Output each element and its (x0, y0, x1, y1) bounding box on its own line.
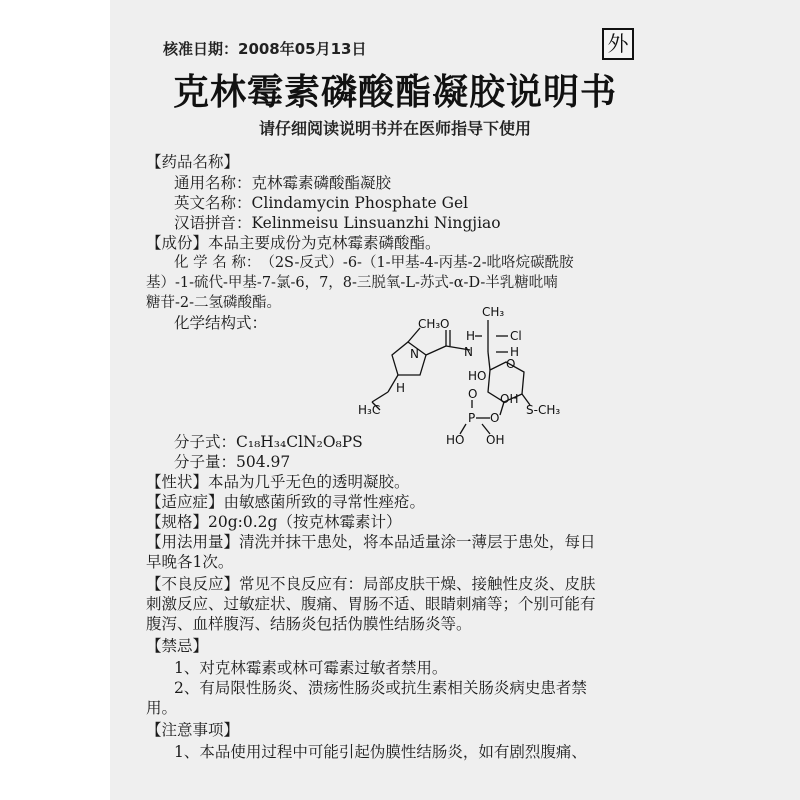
precaution-item-1: 1、本品使用过程中可能引起伪膜性结肠炎，如有剧烈腹痛、 (174, 743, 587, 761)
pinyin-name: 汉语拼音：Kelinmeisu Linsuanzhi Ningjiao (174, 214, 501, 232)
indications-line (146, 492, 425, 512)
ch3-top-label: CH₃ (482, 305, 505, 319)
composition-heading: 【成份】 (146, 234, 209, 252)
pyrrolidine-n-label: N (410, 347, 419, 361)
phosphate-o-label: O (490, 411, 500, 425)
contraindications-heading: 【禁忌】 (146, 637, 209, 655)
structure-label: 化学结构式： (174, 314, 268, 332)
document-title: 克林霉素磷酸酯凝胶说明书 (172, 72, 617, 113)
document-subtitle: 请仔细阅读说明书并在医师指导下使用 (258, 119, 531, 138)
specification-heading: 【规格】 (146, 513, 209, 531)
phosphorus-label: P (468, 411, 476, 425)
indications-text: 由敏感菌所致的寻常性痤疮。 (223, 493, 426, 511)
contraindication-item-1: 1、对克林霉素或林可霉素过敏者禁用。 (174, 659, 448, 677)
propyl-label: H₃C (358, 403, 381, 417)
adverse-heading: 【不良反应】 (146, 575, 240, 593)
english-name: 英文名称：Clindamycin Phosphate Gel (174, 194, 469, 212)
s-methyl-label: S-CH₃ (526, 403, 561, 417)
chemical-name-line-2: 基）-1-硫代-甲基-7-氯-6，7，8-三脱氧-L-苏式-α-D-半乳糖吡喃 (146, 275, 558, 291)
molecular-formula: 分子式：C₁₈H₃₄ClN₂O₈PS (174, 433, 363, 451)
h-label-2: H (510, 345, 520, 359)
h-label-3: H (396, 381, 406, 395)
phosphate-ho-label: HO (446, 433, 465, 447)
adverse-text-1: 常见不良反应有：局部皮肤干燥、接触性皮炎、皮肤 (239, 575, 596, 593)
molecular-weight: 分子量：504.97 (174, 453, 291, 471)
external-use-badge: 外 (602, 28, 634, 60)
ring-ho-label: HO (468, 369, 487, 383)
ring-oh-label: OH (500, 392, 519, 406)
adverse-line-3: 腹泻、血样腹泻、结肠炎包括伪膜性结肠炎等。 (146, 615, 472, 633)
phosphate-double-o-label: O (468, 387, 478, 401)
ring-o-label: O (506, 357, 516, 371)
phosphate-oh-label: OH (486, 433, 505, 447)
properties-text: 本品为几乎无色的透明凝胶。 (208, 473, 410, 491)
amide-n-label: N (464, 345, 473, 359)
specification-line (146, 512, 401, 532)
dosage-line-2: 早晚各1次。 (146, 553, 234, 571)
indications-heading: 【适应症】 (146, 493, 224, 511)
composition-text: 本品主要成份为克林霉素磷酸酯。 (208, 234, 441, 252)
properties-line (146, 472, 410, 492)
drug-name-heading: 【药品名称】 (146, 153, 240, 171)
contraindication-item-2b: 用。 (146, 699, 178, 717)
contraindication-item-2a: 2、有局限性肠炎、溃疡性肠炎或抗生素相关肠炎病史患者禁 (174, 679, 587, 697)
chemical-name-line-1: 化 学 名 称： （2S-反式）-6-（1-甲基-4-丙基-2-吡咯烷碳酰胺 (174, 255, 574, 271)
chemical-structure-diagram (350, 300, 570, 450)
generic-name: 通用名称：克林霉素磷酸酯凝胶 (174, 174, 392, 192)
composition-line (146, 233, 441, 253)
carbonyl-o-label: O (440, 317, 450, 331)
precautions-heading: 【注意事项】 (146, 721, 240, 739)
chlorine-label: Cl (510, 329, 522, 343)
chemical-name-line-3: 糖苷-2-二氢磷酸酯。 (146, 295, 282, 311)
dosage-text-1: 清洗并抹干患处，将本品适量涂一薄层于患处，每日 (239, 533, 596, 551)
h-label-1: H (466, 329, 476, 343)
n-methyl-label: CH₃ (418, 317, 441, 331)
approval-date: 核准日期：2008年05月13日 (163, 40, 367, 58)
dosage-heading: 【用法用量】 (146, 533, 240, 551)
specification-text: 20g:0.2g（按克林霉素计） (208, 513, 402, 531)
adverse-line-2: 刺激反应、过敏症状、腹痛、胃肠不适、眼睛刺痛等；个别可能有 (146, 595, 596, 613)
properties-heading: 【性状】 (146, 473, 209, 491)
adverse-line-1 (146, 574, 596, 594)
dosage-line-1 (146, 532, 596, 552)
